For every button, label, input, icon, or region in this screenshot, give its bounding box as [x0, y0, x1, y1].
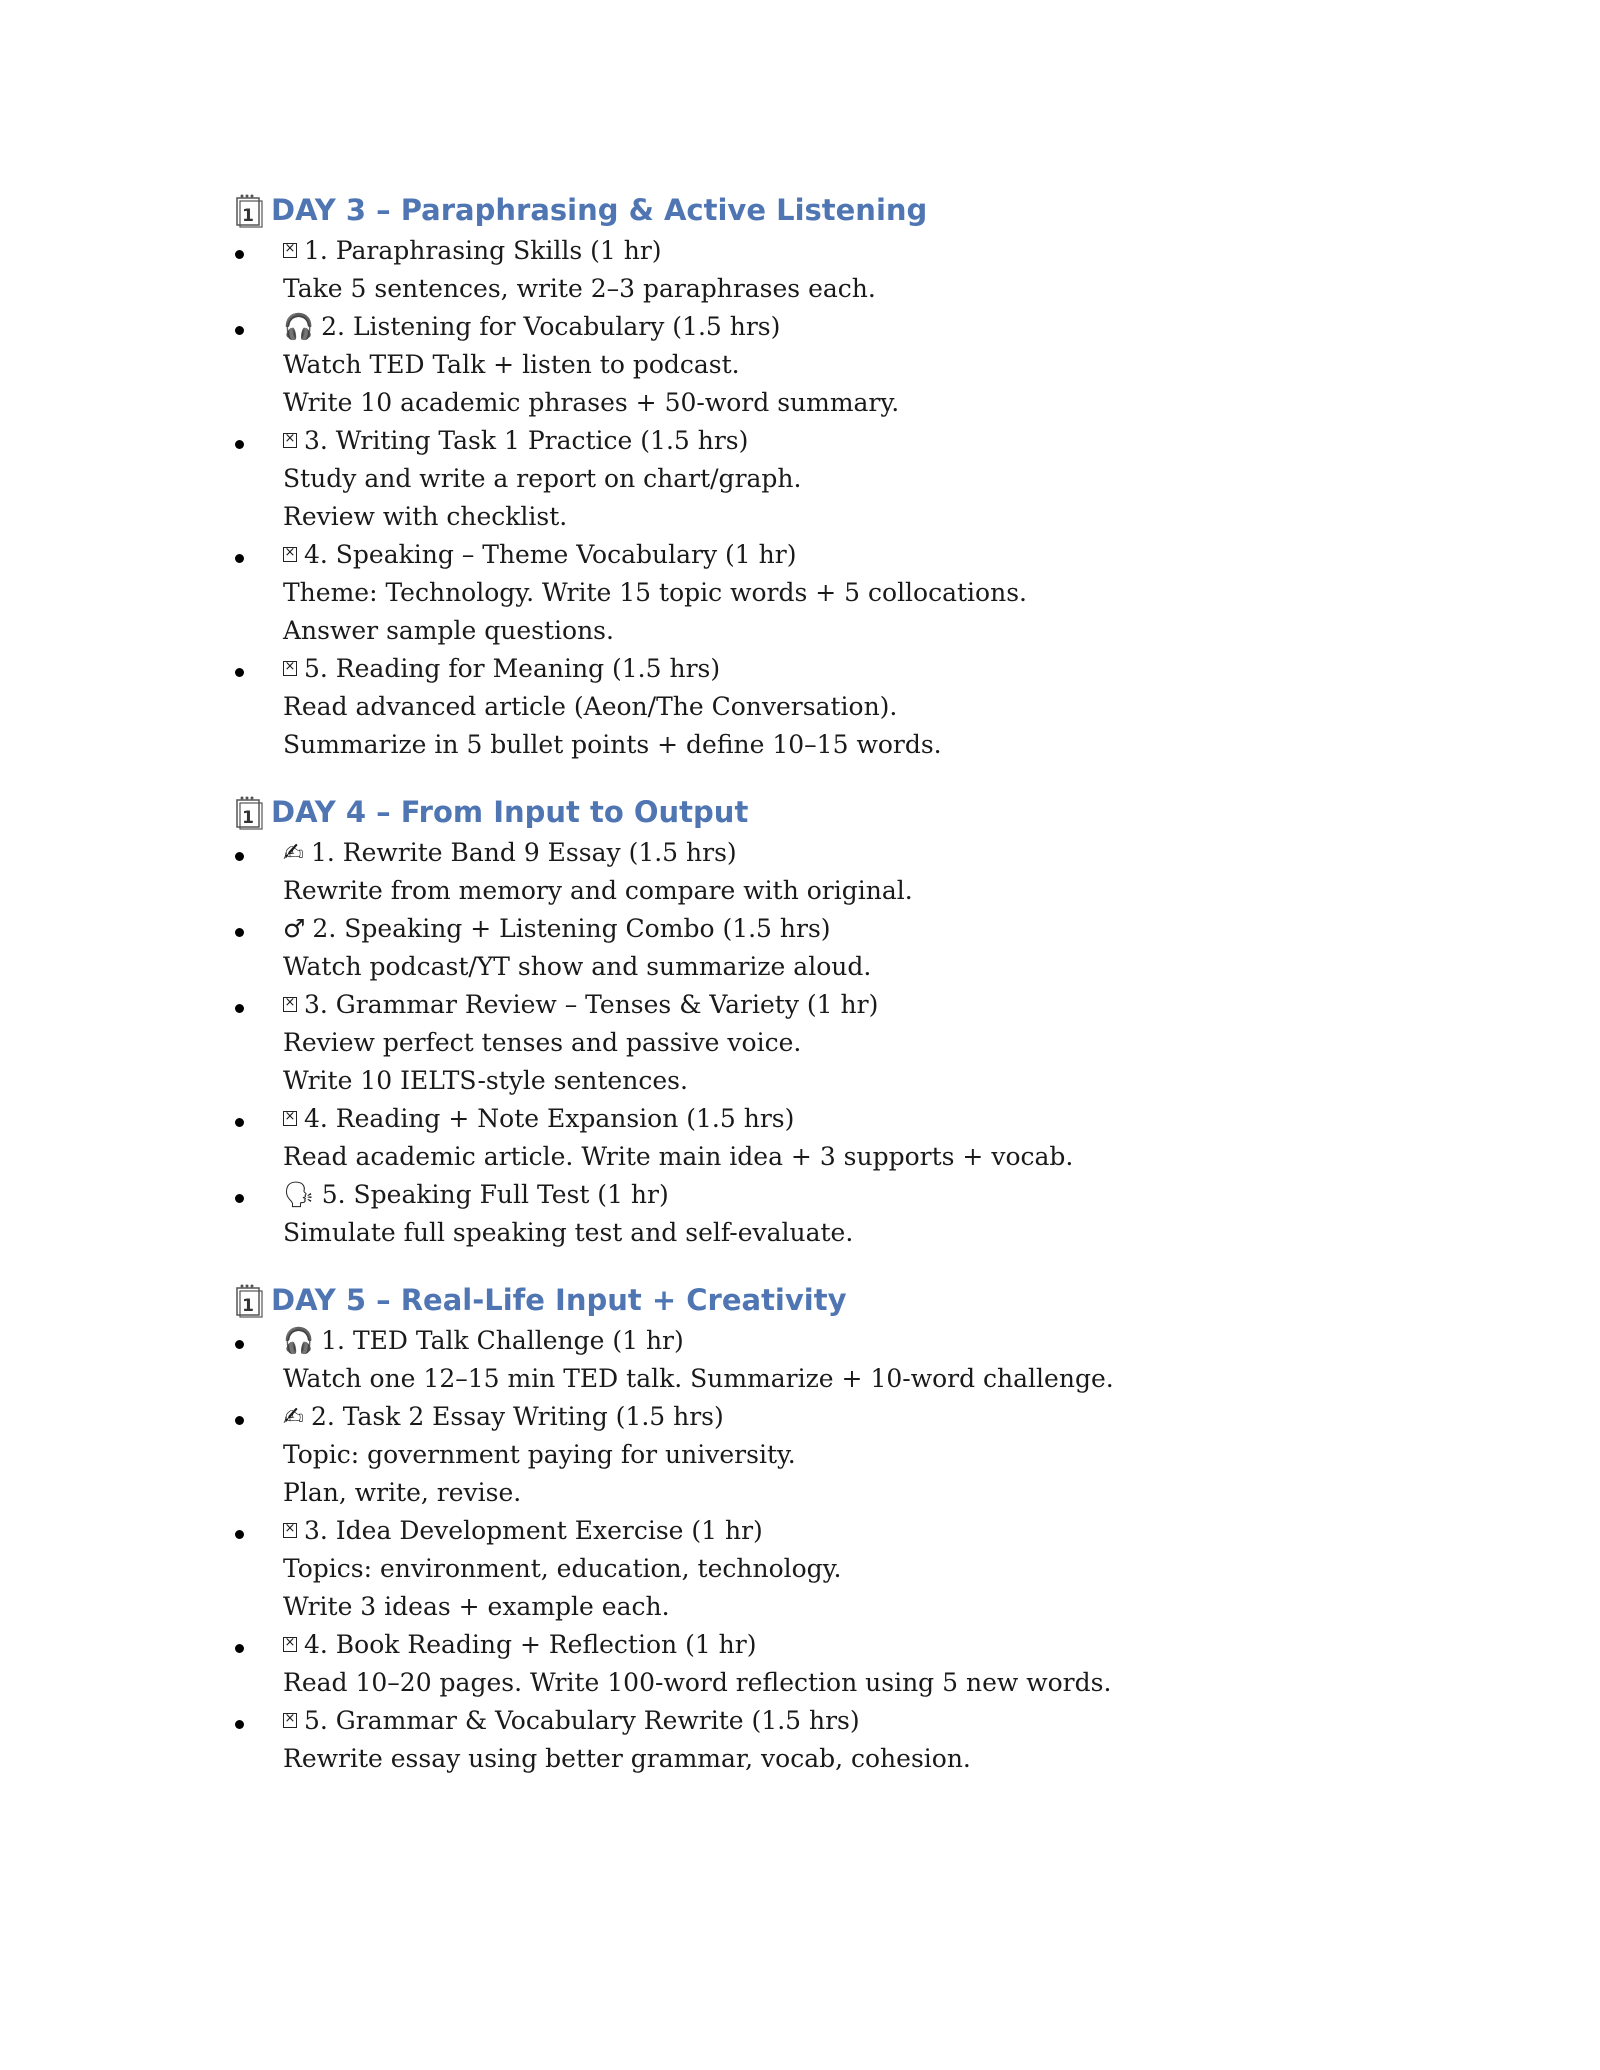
- task-item: [235, 1512, 1435, 1626]
- task-list: [235, 834, 1435, 1252]
- task-heading: 1. Rewrite Band 9 Essay (1.5 hrs): [310, 838, 737, 867]
- day-title: DAY 4 – From Input to Output: [271, 795, 749, 829]
- task-detail: Take 5 sentences, write 2–3 paraphrases each.: [283, 274, 876, 303]
- writing-hand-icon: ✍: [283, 1402, 304, 1431]
- missing-glyph-box-icon: [283, 661, 297, 676]
- task-heading-line: [283, 232, 1435, 270]
- missing-glyph-box-icon: [283, 1713, 297, 1728]
- task-heading-line: [283, 834, 1435, 872]
- task-heading: 1. TED Talk Challenge (1 hr): [321, 1326, 684, 1355]
- task-detail: Topic: government paying for university.: [283, 1440, 796, 1469]
- task-heading-line: [283, 1322, 1435, 1360]
- task-detail: Read academic article. Write main idea + 3 supports + vocab.: [283, 1142, 1074, 1171]
- task-detail: Simulate full speaking test and self-evaluate.: [283, 1218, 854, 1247]
- missing-glyph-box-icon: [283, 243, 297, 258]
- task-detail: Rewrite from memory and compare with original.: [283, 876, 913, 905]
- task-item: [235, 986, 1435, 1100]
- task-heading-line: [283, 1626, 1435, 1664]
- missing-glyph-box-icon: [283, 1523, 297, 1538]
- task-heading: 2. Speaking + Listening Combo (1.5 hrs): [312, 914, 831, 943]
- task-item: [235, 232, 1435, 308]
- task-item: [235, 834, 1435, 910]
- task-heading-line: [283, 422, 1435, 460]
- task-detail: Theme: Technology. Write 15 topic words + 5 collocations.: [283, 578, 1027, 607]
- headphones-icon: 🎧: [283, 312, 315, 341]
- task-detail: Write 10 academic phrases + 50-word summary.: [283, 388, 900, 417]
- task-detail: Watch TED Talk + listen to podcast.: [283, 350, 740, 379]
- day-heading: [235, 188, 1435, 232]
- task-detail: Review with checklist.: [283, 502, 568, 531]
- task-item: [235, 1176, 1435, 1252]
- task-heading: 3. Grammar Review – Tenses & Variety (1 hr): [304, 990, 879, 1019]
- task-heading-line: [283, 1512, 1435, 1550]
- document-page: [235, 188, 1435, 1804]
- task-item: [235, 422, 1435, 536]
- task-list: [235, 1322, 1435, 1778]
- task-heading: 4. Book Reading + Reflection (1 hr): [304, 1630, 757, 1659]
- male-sign-icon: ♂: [283, 914, 306, 943]
- task-detail: Topics: environment, education, technology.: [283, 1554, 842, 1583]
- task-heading: 3. Idea Development Exercise (1 hr): [304, 1516, 763, 1545]
- task-item: [235, 1702, 1435, 1778]
- task-item: [235, 1100, 1435, 1176]
- speaking-head-icon: 🗣: [283, 1180, 315, 1209]
- missing-glyph-box-icon: [283, 433, 297, 448]
- task-detail: Plan, write, revise.: [283, 1478, 522, 1507]
- task-detail: Summarize in 5 bullet points + define 10–15 words.: [283, 730, 942, 759]
- calendar-icon: [235, 192, 263, 228]
- task-item: [235, 536, 1435, 650]
- task-detail: Write 10 IELTS-style sentences.: [283, 1066, 688, 1095]
- day-heading: [235, 790, 1435, 834]
- task-heading: 1. Paraphrasing Skills (1 hr): [304, 236, 662, 265]
- headphones-icon: 🎧: [283, 1326, 315, 1355]
- task-heading: 4. Speaking – Theme Vocabulary (1 hr): [304, 540, 797, 569]
- task-heading: 4. Reading + Note Expansion (1.5 hrs): [304, 1104, 795, 1133]
- task-heading: 2. Task 2 Essay Writing (1.5 hrs): [310, 1402, 724, 1431]
- task-item: [235, 650, 1435, 764]
- svg-text:1: 1: [242, 808, 254, 828]
- task-heading: 5. Grammar & Vocabulary Rewrite (1.5 hrs): [304, 1706, 860, 1735]
- task-heading-line: [283, 1176, 1435, 1214]
- task-heading: 5. Reading for Meaning (1.5 hrs): [304, 654, 721, 683]
- svg-text:1: 1: [242, 206, 254, 226]
- task-heading: 5. Speaking Full Test (1 hr): [321, 1180, 669, 1209]
- task-item: [235, 1398, 1435, 1512]
- task-heading-line: [283, 910, 1435, 948]
- task-heading: 2. Listening for Vocabulary (1.5 hrs): [321, 312, 781, 341]
- writing-hand-icon: ✍: [283, 838, 304, 867]
- task-detail: Rewrite essay using better grammar, vocab, cohesion.: [283, 1744, 971, 1773]
- task-item: [235, 1626, 1435, 1702]
- day-section: [235, 1278, 1435, 1778]
- task-heading-line: [283, 1398, 1435, 1436]
- task-heading-line: [283, 986, 1435, 1024]
- calendar-icon: [235, 794, 263, 830]
- task-heading-line: [283, 1702, 1435, 1740]
- missing-glyph-box-icon: [283, 547, 297, 562]
- task-detail: Watch one 12–15 min TED talk. Summarize + 10-word challenge.: [283, 1364, 1114, 1393]
- day-heading: [235, 1278, 1435, 1322]
- task-detail: Answer sample questions.: [283, 616, 614, 645]
- task-detail: Study and write a report on chart/graph.: [283, 464, 802, 493]
- day-title: DAY 3 – Paraphrasing & Active Listening: [271, 193, 928, 227]
- day-section: [235, 188, 1435, 764]
- task-detail: Write 3 ideas + example each.: [283, 1592, 670, 1621]
- svg-text:1: 1: [242, 1296, 254, 1316]
- task-item: [235, 910, 1435, 986]
- day-section: [235, 790, 1435, 1252]
- task-item: [235, 308, 1435, 422]
- task-detail: Review perfect tenses and passive voice.: [283, 1028, 802, 1057]
- day-title: DAY 5 – Real-Life Input + Creativity: [271, 1283, 847, 1317]
- missing-glyph-box-icon: [283, 997, 297, 1012]
- missing-glyph-box-icon: [283, 1637, 297, 1652]
- task-heading-line: [283, 1100, 1435, 1138]
- task-list: [235, 232, 1435, 764]
- task-detail: Watch podcast/YT show and summarize aloud.: [283, 952, 872, 981]
- task-heading-line: [283, 536, 1435, 574]
- task-heading-line: [283, 308, 1435, 346]
- missing-glyph-box-icon: [283, 1111, 297, 1126]
- task-detail: Read 10–20 pages. Write 100-word reflection using 5 new words.: [283, 1668, 1112, 1697]
- calendar-icon: [235, 1282, 263, 1318]
- task-heading: 3. Writing Task 1 Practice (1.5 hrs): [304, 426, 749, 455]
- task-item: [235, 1322, 1435, 1398]
- task-heading-line: [283, 650, 1435, 688]
- task-detail: Read advanced article (Aeon/The Conversation).: [283, 692, 898, 721]
